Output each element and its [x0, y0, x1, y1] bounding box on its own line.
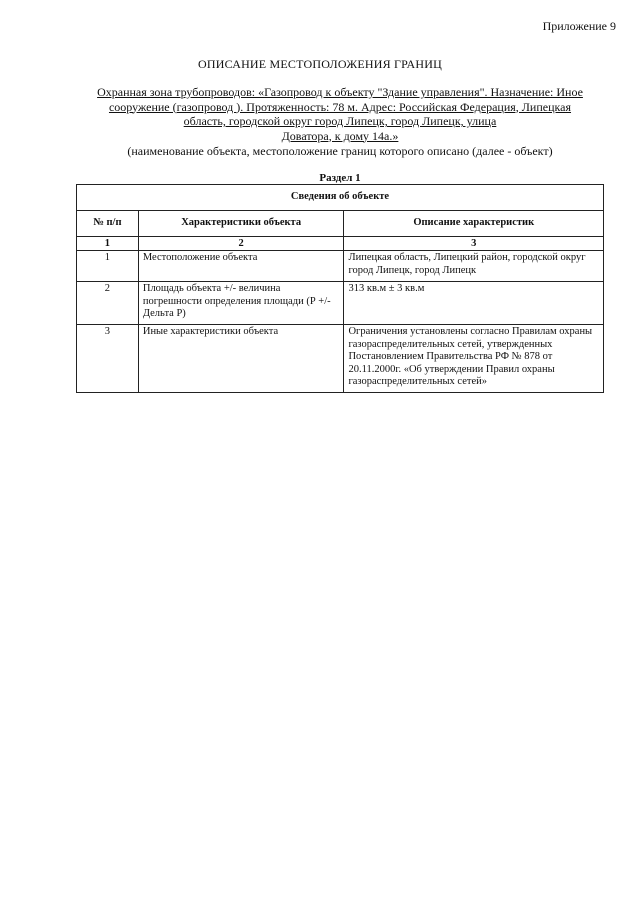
- row-number: 2: [77, 282, 139, 325]
- table-row: [77, 282, 604, 325]
- row-characteristic: Площадь объекта +/- величина погрешности определения площади (Р +/- Дельта Р): [138, 282, 344, 325]
- row-characteristic: Местоположение объекта: [138, 251, 344, 282]
- table-row: [77, 325, 604, 393]
- column-header-number: № п/п: [77, 211, 139, 237]
- row-number: 3: [77, 325, 139, 393]
- object-description-line-4: Доватора, к дому 14а.»: [281, 128, 399, 143]
- object-caption: (наименование объекта, местоположение границ которого описано (далее - объект): [127, 144, 553, 158]
- annex-label: Приложение 9: [542, 19, 616, 33]
- section-title: Раздел 1: [319, 172, 361, 184]
- table-title: Сведения об объекте: [77, 185, 604, 211]
- row-characteristic: Иные характеристики объекта: [138, 325, 344, 393]
- column-number-2: 2: [138, 237, 344, 251]
- object-description: [70, 85, 610, 143]
- object-info-table: [76, 184, 604, 393]
- table-row: [77, 251, 604, 282]
- row-description: Липецкая область, Липецкий район, городской округ город Липецк, город Липецк: [344, 251, 604, 282]
- column-number-1: 1: [77, 237, 139, 251]
- object-description-line-1: Охранная зона трубопроводов: «Газопровод к объекту "Здание управления". Назначение: Иное: [97, 85, 583, 99]
- row-description: Ограничения установлены согласно Правилам охраны газораспределительных сетей, утвержденных Постановлением Правительства РФ № 878 от 20.11.2000г. «Об утверждении Правил охраны газораспределительных сетей»: [344, 325, 604, 393]
- column-number-3: 3: [344, 237, 604, 251]
- row-number: 1: [77, 251, 139, 282]
- document-title: ОПИСАНИЕ МЕСТОПОЛОЖЕНИЯ ГРАНИЦ: [198, 57, 442, 71]
- object-description-line-3: область, городской округ город Липецк, город Липецк, улица: [183, 114, 497, 128]
- row-description: 313 кв.м ± 3 кв.м: [344, 282, 604, 325]
- object-description-line-2: сооружение (газопровод ). Протяженность: 78 м. Адрес: Российская Федерация, Липецкая: [108, 99, 572, 114]
- column-header-description: Описание характеристик: [344, 211, 604, 237]
- column-header-characteristic: Характеристики объекта: [138, 211, 344, 237]
